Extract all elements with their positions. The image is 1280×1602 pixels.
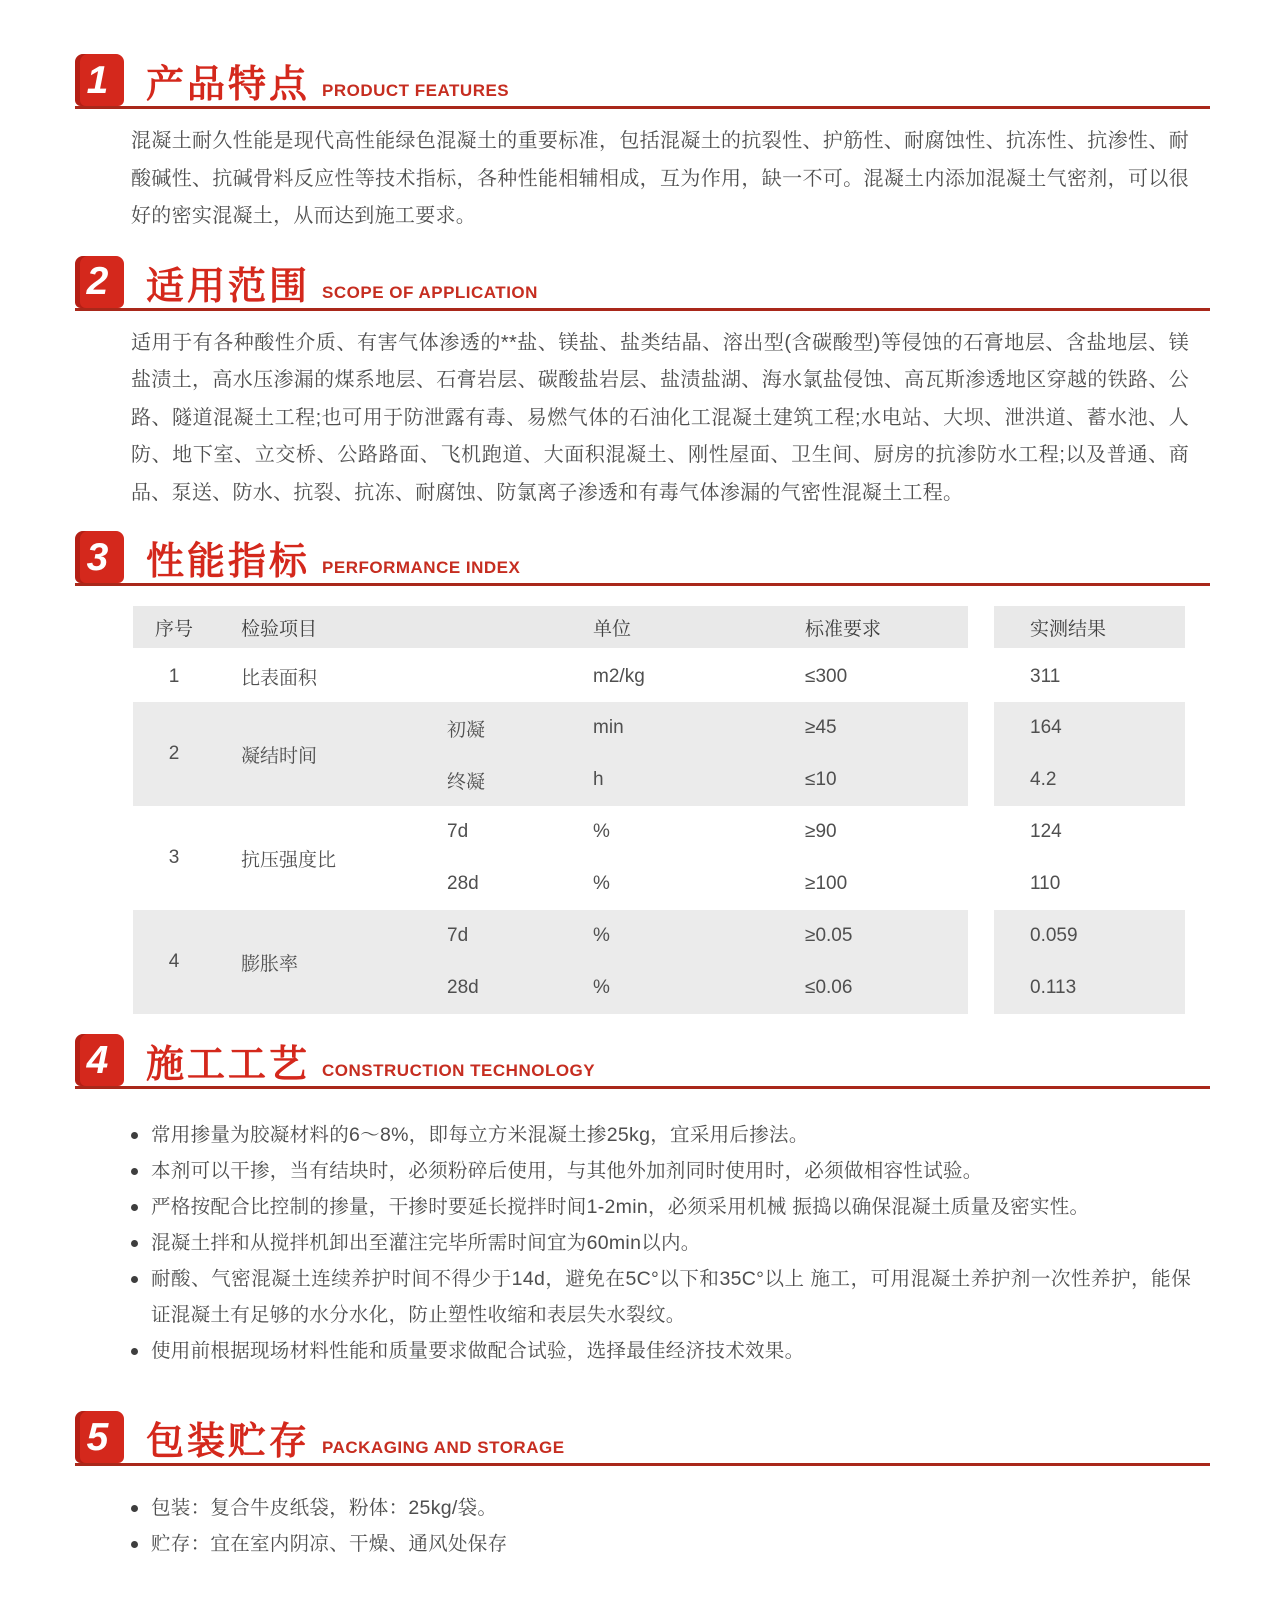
cell-seq: 3 (168, 847, 180, 868)
section-3-number-badge (75, 531, 124, 583)
cell-unit: m2/kg (593, 665, 645, 687)
cell-subitem: 28d (383, 962, 531, 1014)
section-scope-of-application (75, 256, 1210, 513)
list-item (131, 1333, 1191, 1369)
cell-standard: ≥0.05 (743, 910, 981, 962)
list-item (131, 1490, 1191, 1526)
list-item (131, 1526, 1191, 1562)
list-item-text: 耐酸、气密混凝土连续养护时间不得少于14d，避免在5C°以下和35C°以上 施工，可用混凝土养护剂一次性养护，能保证混凝土有足够的水分水化，防止塑性收缩和表层失水裂纹。 (151, 1268, 1191, 1326)
cell-item: 抗压强度比 (241, 849, 337, 871)
cell-item: 凝结时间 (215, 702, 383, 806)
cell-seq: 4 (133, 910, 215, 1014)
cell-unit: % (593, 821, 610, 842)
cell-result: 110 (981, 858, 1185, 910)
cell-unit: % (531, 962, 743, 1014)
table-row (133, 650, 1185, 703)
section-1-header (75, 54, 1210, 109)
section-title-zh: 产品特点 (146, 64, 311, 106)
section-performance-index (75, 531, 1210, 1014)
section-title-en: SCOPE OF APPLICATION (322, 282, 538, 302)
col-header-unit: 单位 (531, 606, 743, 650)
cell-subitem: 终凝 (383, 754, 531, 806)
list-item (131, 1153, 1191, 1189)
bullet-dot-icon (131, 1168, 138, 1175)
cell-item: 膨胀率 (215, 910, 383, 1014)
list-item (131, 1225, 1191, 1261)
section-2-header (75, 256, 1210, 311)
section-number: 2 (86, 260, 109, 303)
cell-result: 164 (981, 702, 1185, 754)
list-item-text: 常用掺量为胶凝材料的6～8%，即每立方米混凝土掺25kg，宜采用后掺法。 (151, 1124, 809, 1146)
scope-of-application-paragraph: 适用于有各种酸性介质、有害气体渗透的**盐、镁盐、盐类结晶、溶出型(含碳酸型)等侵蚀的石膏地层、含盐地层、镁盐渍土，高水压渗漏的煤系地层、石膏岩层、碳酸盐岩层、盐渍盐湖、海水氯盐侵蚀、高瓦斯渗透地区穿越的铁路、公路、隧道混凝土工程;也可用于防泄露有毒、易燃气体的石油化工混凝土建筑工程;水电站、大坝、泄洪道、蓄水池、人防、地下室、立交桥、公路路面、飞机跑道、大面积混凝土、刚性屋面、卫生间、厨房的抗渗防水工程;以及普通、商品、泵送、防水、抗裂、抗冻、耐腐蚀、防氯离子渗透和有毒气体渗漏的气密性混凝土工程。 (131, 331, 1189, 504)
section-2-number-badge (75, 256, 124, 308)
cell-unit: h (531, 754, 743, 806)
section-5-header (75, 1411, 1210, 1466)
cell-seq: 1 (168, 665, 180, 687)
list-item-text: 包装：复合牛皮纸袋，粉体：25kg/袋。 (151, 1497, 498, 1519)
cell-standard: ≤0.06 (743, 962, 981, 1014)
bullet-dot-icon (131, 1505, 138, 1512)
section-5-number-badge (75, 1411, 124, 1463)
section-title-en: CONSTRUCTION TECHNOLOGY (322, 1061, 596, 1080)
cell-unit: % (531, 910, 743, 962)
cell-standard: ≤10 (743, 754, 981, 806)
list-item-text: 严格按配合比控制的掺量，干掺时要延长搅拌时间1-2min，必须采用机械 振捣以确保混凝土质量及密实性。 (151, 1196, 1090, 1218)
cell-seq: 2 (133, 702, 215, 806)
cell-unit: min (531, 702, 743, 754)
section-title-zh: 施工工艺 (146, 1044, 311, 1086)
cell-subitem: 7d (447, 821, 469, 842)
bullet-dot-icon (131, 1132, 138, 1139)
list-item (131, 1189, 1191, 1225)
table-row (133, 806, 1185, 858)
section-4-number-badge (75, 1034, 124, 1086)
construction-technology-list (131, 1117, 1191, 1369)
bullet-dot-icon (131, 1348, 138, 1355)
cell-result: 311 (981, 650, 1185, 703)
list-item-text: 使用前根据现场材料性能和质量要求做配合试验，选择最佳经济技术效果。 (151, 1340, 805, 1362)
section-title-zh: 适用范围 (146, 265, 311, 308)
bullet-dot-icon (131, 1240, 138, 1247)
section-title-zh: 性能指标 (146, 541, 311, 583)
section-title-en: PRODUCT FEATURES (322, 81, 510, 100)
section-title-en: PERFORMANCE INDEX (322, 558, 521, 577)
cell-subitem: 7d (383, 910, 531, 962)
table-row (133, 702, 1185, 754)
table-header-row (133, 606, 1185, 650)
section-3-header (75, 531, 1210, 586)
bullet-dot-icon (131, 1204, 138, 1211)
section-construction-technology (75, 1034, 1210, 1369)
list-item-text: 本剂可以干掺，当有结块时，必须粉碎后使用，与其他外加剂同时使用时，必须做相容性试验。 (151, 1160, 983, 1182)
cell-standard: ≥90 (805, 821, 837, 842)
section-title-zh: 包装贮存 (146, 1421, 311, 1463)
col-header-standard: 标准要求 (743, 606, 981, 650)
section-number: 3 (86, 535, 109, 579)
section-number: 1 (86, 58, 109, 102)
list-item (131, 1117, 1191, 1153)
section-1-number-badge (75, 54, 124, 106)
cell-result: 4.2 (981, 754, 1185, 806)
section-number: 4 (86, 1038, 109, 1082)
col-header-item: 检验项目 (215, 606, 531, 650)
cell-standard: ≥100 (805, 873, 848, 894)
cell-result: 124 (981, 806, 1185, 858)
section-title-en: PACKAGING AND STORAGE (322, 1438, 565, 1457)
table-row (133, 910, 1185, 962)
cell-result: 0.059 (981, 910, 1185, 962)
list-item-text: 贮存：宜在室内阴凉、干燥、通风处保存 (151, 1533, 508, 1555)
performance-index-table (133, 606, 1185, 1014)
section-number: 5 (86, 1415, 109, 1459)
section-product-features (75, 54, 1210, 236)
list-item-text: 混凝土拌和从搅拌机卸出至灌注完毕所需时间宜为60min以内。 (151, 1232, 701, 1254)
list-item (131, 1261, 1191, 1333)
cell-standard: ≥45 (743, 702, 981, 754)
product-features-paragraph: 混凝土耐久性能是现代高性能绿色混凝土的重要标准，包括混凝土的抗裂性、护筋性、耐腐蚀性、抗冻性、抗渗性、耐酸碱性、抗碱骨料反应性等技术指标，各种性能相辅相成，互为作用，缺一不可。混凝土内添加混凝土气密剂，可以很好的密实混凝土，从而达到施工要求。 (131, 130, 1189, 227)
cell-item: 比表面积 (241, 668, 318, 689)
bullet-dot-icon (131, 1276, 138, 1283)
col-header-seq: 序号 (133, 606, 215, 650)
cell-subitem: 28d (447, 873, 479, 894)
col-header-result: 实测结果 (981, 606, 1185, 650)
cell-unit: % (593, 873, 610, 894)
cell-standard: ≤300 (805, 665, 848, 687)
packaging-storage-list (131, 1490, 1191, 1562)
cell-subitem: 初凝 (383, 702, 531, 754)
section-4-header (75, 1034, 1210, 1089)
bullet-dot-icon (131, 1541, 138, 1548)
section-packaging-and-storage (75, 1411, 1210, 1562)
cell-result: 0.113 (981, 962, 1185, 1014)
